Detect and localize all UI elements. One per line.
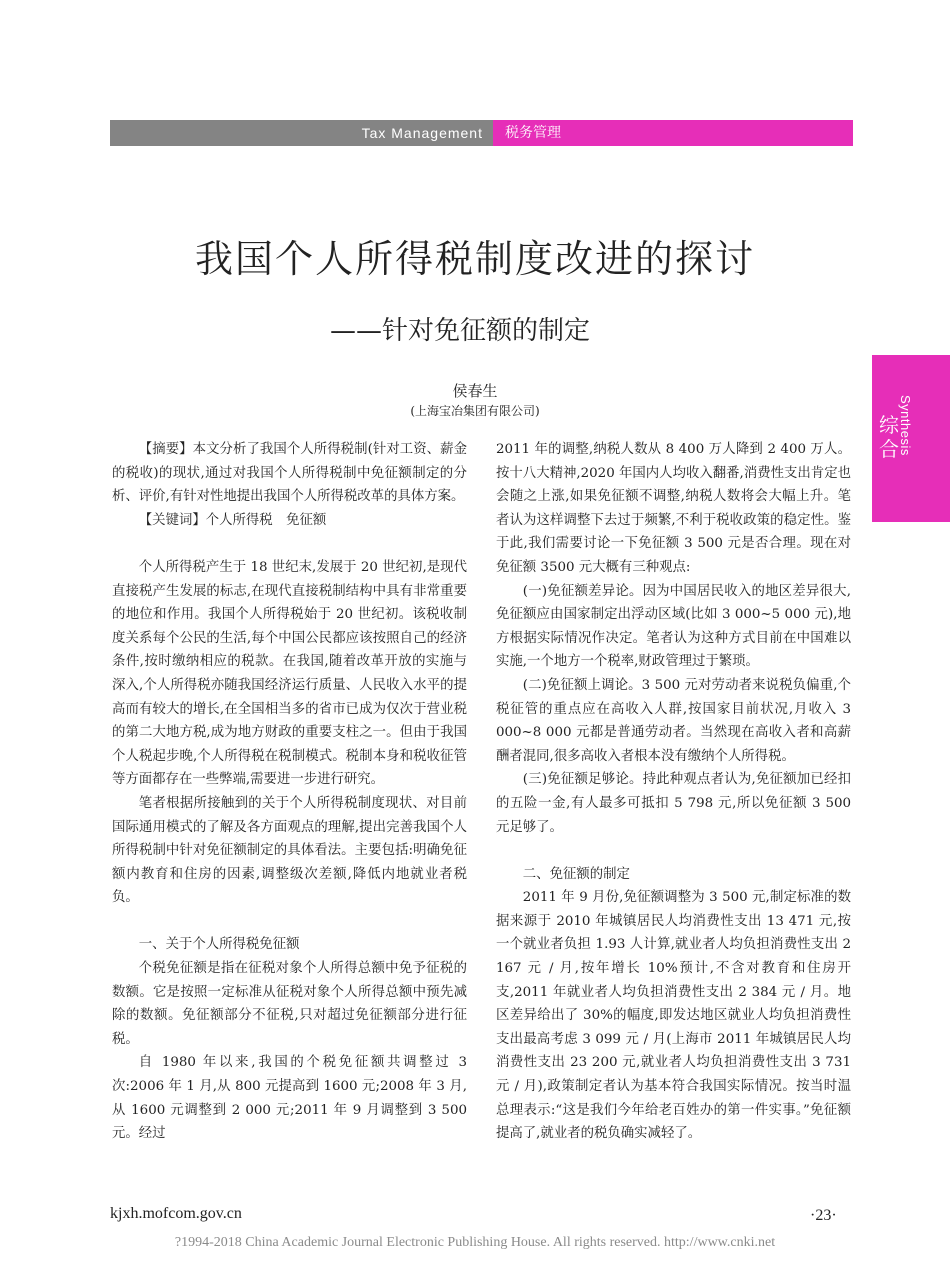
author-affiliation: (上海宝冶集团有限公司) bbox=[410, 404, 540, 418]
body-paragraph: 自 1980 年以来,我国的个税免征额共调整过 3 次:2006 年 1 月,从 800 元提高到 1600 元;2008 年 3 月,从 1600 元调整到 2 000 元;2011 年 9 月调整到 3 500 元。经过 bbox=[112, 1055, 467, 1142]
copyright-notice: ?1994-2018 China Academic Journal Electronic Publishing House. All rights reserved. http://www.cnki.net bbox=[174, 1235, 776, 1250]
section-heading: 二、免征额的制定 bbox=[522, 866, 630, 882]
section-header-en: Tax Management bbox=[110, 120, 493, 146]
section-heading: 一、关于个人所得税免征额 bbox=[138, 937, 300, 953]
side-tab-en: Synthesis bbox=[898, 395, 913, 456]
body-paragraph: (二)免征额上调论。3 500 元对劳动者来说税负偏重,个税征管的重点应在高收入人群,按国家目前状况,月收入 3 000~8 000 元都是普通劳动者。当然现在高收入者和高薪酬者混同,很多高收入者根本没有缴纳个人所得税。 bbox=[496, 677, 851, 764]
body-paragraph: 个税免征额是指在征税对象个人所得总额中免予征税的数额。它是按照一定标准从征税对象个人所得总额中预先减除的数额。免征额部分不征税,只对超过免征额部分进行征税。 bbox=[112, 961, 467, 1047]
left-column bbox=[112, 438, 467, 1146]
body-paragraph: 个人所得税产生于 18 世纪末,发展于 20 世纪初,是现代直接税产生发展的标志,在现代直接税制结构中具有非常重要的地位和作用。我国个人所得税始于 20 世纪初。该税收制度关系每个公民的生活,每个中国公民都应该按照自己的经济条件,按时缴纳相应的税款。在我国,随着改革开放的实施与深入,个人所得税亦随我国经济运行质量、人民收入水平的提高而有较大的增长,在全国相当多的省市已成为仅次于营业税的第二大地方税,成为地方财政的重要支柱之一。但由于我国个人税起步晚,个人所得税在税制模式。税制本身和税收征管等方面都存在一些弊端,需要进一步进行研究。 bbox=[112, 559, 467, 788]
paragraph-gap bbox=[112, 910, 467, 934]
body-paragraph: 笔者根据所接触到的关于个人所得税制度现状、对目前国际通用模式的了解及各方面观点的理解,提出完善我国个人所得税制中针对免征额制定的具体看法。主要包括:明确免征额内教育和住房的因素,调整级次差额,降低内地就业者税负。 bbox=[112, 795, 467, 906]
body-paragraph: (三)免征额足够论。持此种观点者认为,免征额加已经扣的五险一金,有人最多可抵扣 5 798 元,所以免征额 3 500 元足够了。 bbox=[496, 772, 851, 835]
side-tab-zh: 综合 bbox=[879, 413, 899, 461]
article-subtitle: ——针对免征额的制定 bbox=[330, 316, 591, 346]
right-column bbox=[496, 438, 851, 1146]
author-name: 侯春生 bbox=[452, 382, 498, 400]
body-paragraph: (一)免征额差异论。因为中国居民收入的地区差异很大,免征额应由国家制定出浮动区域(比如 3 000~5 000 元),地方根据实际情况作决定。笔者认为这种方式目前在中国难以实施,一个地方一个税率,财政管理过于繁琐。 bbox=[496, 583, 851, 670]
article-title: 我国个人所得税制度改进的探讨 bbox=[194, 237, 755, 281]
footer-url[interactable]: kjxh.mofcom.gov.cn bbox=[110, 1205, 242, 1222]
page-number: ·23· bbox=[810, 1207, 837, 1224]
paragraph-gap bbox=[496, 839, 851, 863]
body-paragraph: 【关键词】个人所得税 免征额 bbox=[138, 512, 327, 528]
abstract-paragraph: 【摘要】本文分析了我国个人所得税制(针对工资、薪金的税收)的现状,通过对我国个人所得税制中免征额制定的分析、评价,有针对性地提出我国个人所得税改革的具体方案。 bbox=[112, 442, 467, 505]
body-paragraph: 2011 年 9 月份,免征额调整为 3 500 元,制定标准的数据来源于 2010 年城镇居民人均消费性支出 13 471 元,按一个就业者负担 1.93 人计算,就业者人均负担消费性支出 2 167 元 / 月,按年增长 10%预计,不含对教育和住房开支,2011 年就业者人均负担消费性支出 2 384 元 / 月。地区差异给出了 30%的幅度,即发达地区就业人均负担消费性支出最高考虑 3 099 元 / 月(上海市 2011 年城镇居民人均消费性支出 23 200 元,就业者人均负担消费性支出 3 731 元 / 月),政策制定者认为基本符合我国实际情况。按当时温总理表示:“这是我们今年给老百姓办的第一件实事。”免征额提高了,就业者的税负确实减轻了。 bbox=[496, 890, 851, 1142]
section-header-cn: 税务管理 bbox=[493, 120, 853, 146]
body-paragraph: 2011 年的调整,纳税人数从 8 400 万人降到 2 400 万人。按十八大精神,2020 年国内人均收入翻番,消费性支出肯定也会随之上涨,如果免征额不调整,纳税人数将会大幅上升。笔者认为这样调整下去过于频繁,不利于税收政策的稳定性。鉴于此,我们需要讨论一下免征额 3 500 元是否合理。现在对免征额 3500 元大概有三种观点: bbox=[496, 442, 851, 575]
paragraph-gap bbox=[112, 532, 467, 556]
section-header-bar bbox=[110, 120, 853, 146]
